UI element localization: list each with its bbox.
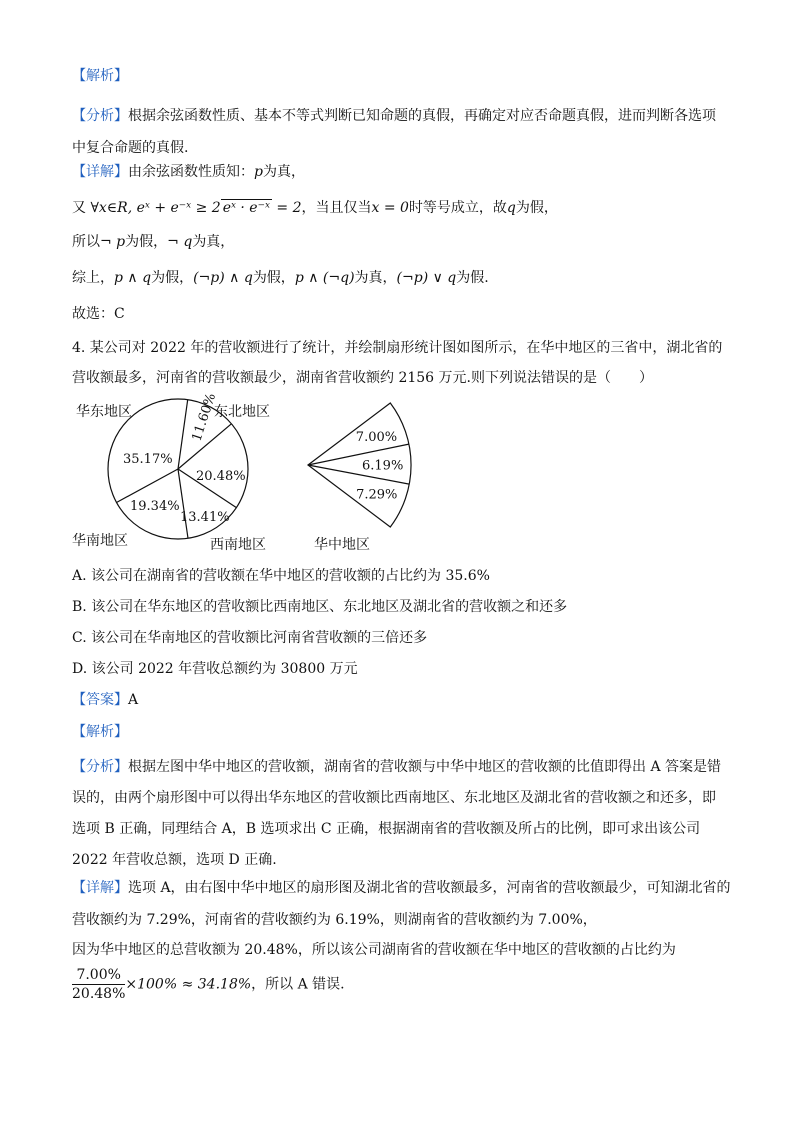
q4-option-c: C. 该公司在华南地区的营收额比河南省营收额的三倍还多 bbox=[72, 630, 428, 646]
main-pie-divider bbox=[117, 469, 179, 503]
q3-line2-eq: = 2 bbox=[276, 200, 302, 216]
q3-line2-cond: x = 0 bbox=[371, 200, 409, 216]
q3-line4-g: 为真， bbox=[354, 270, 397, 286]
q3-line4-f: p ∧ (¬q) bbox=[294, 270, 355, 286]
q4-stem-line1: 4. 某公司对 2022 年的营收额进行了统计，并绘制扇形统计图如图所示，在华中地区的三省中，湖北省的 bbox=[72, 340, 723, 356]
q4-analysis bbox=[72, 752, 722, 876]
q3-line4-d: (¬p) ∧ q bbox=[193, 270, 253, 286]
q3-line2-text2: 时等号成立，故 bbox=[408, 200, 507, 216]
q3-line2-text1: ，当且仅当 bbox=[301, 200, 372, 216]
q3-line3-b: ¬ p bbox=[100, 234, 126, 250]
q3-line2-pre: 又 bbox=[72, 200, 86, 216]
q3-line1-var: p bbox=[254, 164, 263, 180]
sub-pie-slice-label: 6.19% bbox=[362, 458, 404, 474]
q3-line2-root: eˣ · e⁻ˣ bbox=[222, 200, 270, 216]
q4-detail-line1-text: 选项 A，由右图中华中地区的扇形图及湖北省的营收额最多，河南省的营收额最少，可知湖北省的 bbox=[128, 880, 731, 896]
main-pie-slice-label: 20.48% bbox=[196, 469, 246, 484]
q4-fraction-denominator: 20.48% bbox=[72, 986, 126, 1002]
main-pie-slice-label: 19.34% bbox=[130, 499, 180, 514]
sub-pie-slice-label: 7.00% bbox=[355, 430, 398, 446]
q3-analysis-text: 根据余弦函数性质、基本不等式判断已知命题的真假，再确定对应否命题真假，进而判断各选项中复合命题的真假. bbox=[72, 108, 716, 156]
q3-line2-text3: 为假， bbox=[515, 200, 558, 216]
sub-pie-title: 华中地区 bbox=[314, 537, 370, 553]
q4-fraction-end: ，所以 A 错误. bbox=[251, 976, 345, 993]
q3-line1-post: 为真， bbox=[262, 164, 305, 180]
q3-line3-e: 为真， bbox=[192, 234, 235, 250]
q4-detail-line3: 因为华中地区的总营收额为 20.48%，所以该公司湖南省的营收额在华中地区的营收额的占比约为 bbox=[72, 942, 676, 958]
q4-option-b: B. 该公司在华东地区的营收额比西南地区、东北地区及湖北省的营收额之和还多 bbox=[72, 599, 568, 615]
q3-line4-a: 综上， bbox=[72, 270, 114, 286]
q3-line4-e: 为假， bbox=[252, 270, 295, 286]
central-region-pie-chart bbox=[308, 403, 411, 553]
q4-detail-line2: 营收额约为 7.29%，河南省的营收额约为 6.19%，则湖南省的营收额约为 7.00%， bbox=[72, 912, 597, 928]
q3-detail-tag: 【详解】 bbox=[72, 164, 128, 180]
main-pie-chart bbox=[72, 391, 270, 553]
q3-jiexi-tag: 【解析】 bbox=[72, 68, 128, 84]
q4-fraction-line bbox=[72, 966, 345, 1003]
q4-fraction bbox=[72, 966, 125, 1003]
q3-line3-a: 所以 bbox=[72, 234, 100, 250]
q3-line3-c: 为假， bbox=[125, 234, 168, 250]
sub-pie-slice-label: 7.29% bbox=[356, 487, 398, 503]
q4-detail-line1 bbox=[72, 878, 731, 898]
q4-jiexi-tag: 【解析】 bbox=[72, 724, 128, 740]
q4-option-d: D. 该公司 2022 年营收总额约为 30800 万元 bbox=[72, 661, 358, 677]
q3-line4-h: (¬p) ∨ q bbox=[396, 270, 457, 286]
q3-line4-b: p ∧ q bbox=[114, 270, 152, 286]
region-label: 西南地区 bbox=[210, 537, 266, 553]
q4-analysis-text: 根据左图中华中地区的营收额，湖南省的营收额与中华中地区的营收额的比值即得出 A 答案是错误的，由两个扇形图中可以得出华东地区的营收额比西南地区、东北地区及湖北省的营收额之和还多，即选项 B 正确，同理结合 A，B 选项求出 C 正确，根据湖南省的营收额及所占的比例，即可求出该公司 2022 年营收总额，选项 D 正确. bbox=[72, 759, 722, 868]
region-label: 华东地区 bbox=[76, 404, 132, 420]
q4-analysis-tag: 【分析】 bbox=[72, 759, 128, 775]
q3-line4-i: 为假. bbox=[456, 270, 489, 286]
q4-answer-tag: 【答案】 bbox=[72, 692, 128, 708]
q4-answer bbox=[72, 690, 138, 710]
q4-fraction-tail: ×100% ≈ 34.18% bbox=[125, 976, 252, 993]
q3-line2-expr: eˣ + e⁻ˣ ≥ 2 bbox=[136, 200, 221, 216]
q3-choose: 故选：C bbox=[72, 306, 125, 322]
q3-line2-var: q bbox=[506, 200, 516, 216]
main-pie-slice-label: 35.17% bbox=[123, 452, 173, 467]
q3-line1-pre: 由余弦函数性质知： bbox=[128, 164, 254, 180]
main-pie-slice-label: 11.60% bbox=[189, 391, 220, 444]
region-label: 华南地区 bbox=[72, 533, 128, 549]
q3-analysis-tag: 【分析】 bbox=[72, 108, 128, 124]
q3-line3-d: ¬ q bbox=[167, 234, 193, 250]
q3-line2-quant: ∀x∈R, bbox=[90, 200, 133, 216]
q4-detail-tag: 【详解】 bbox=[72, 880, 128, 896]
q4-option-a: A. 该公司在湖南省的营收额在华中地区的营收额的占比约为 35.6% bbox=[72, 568, 490, 584]
region-label: 东北地区 bbox=[214, 404, 270, 420]
main-pie-divider bbox=[178, 400, 188, 469]
main-pie-slice-label: 13.41% bbox=[180, 510, 230, 525]
q3-line4-c: 为假， bbox=[151, 270, 194, 286]
q4-stem-line2: 营收额最多，河南省的营收额最少，湖南省营收额约 2156 万元.则下列说法错误的是（ ） bbox=[72, 370, 653, 386]
q4-answer-value: A bbox=[128, 692, 139, 708]
q4-fraction-numerator: 7.00% bbox=[72, 966, 125, 985]
